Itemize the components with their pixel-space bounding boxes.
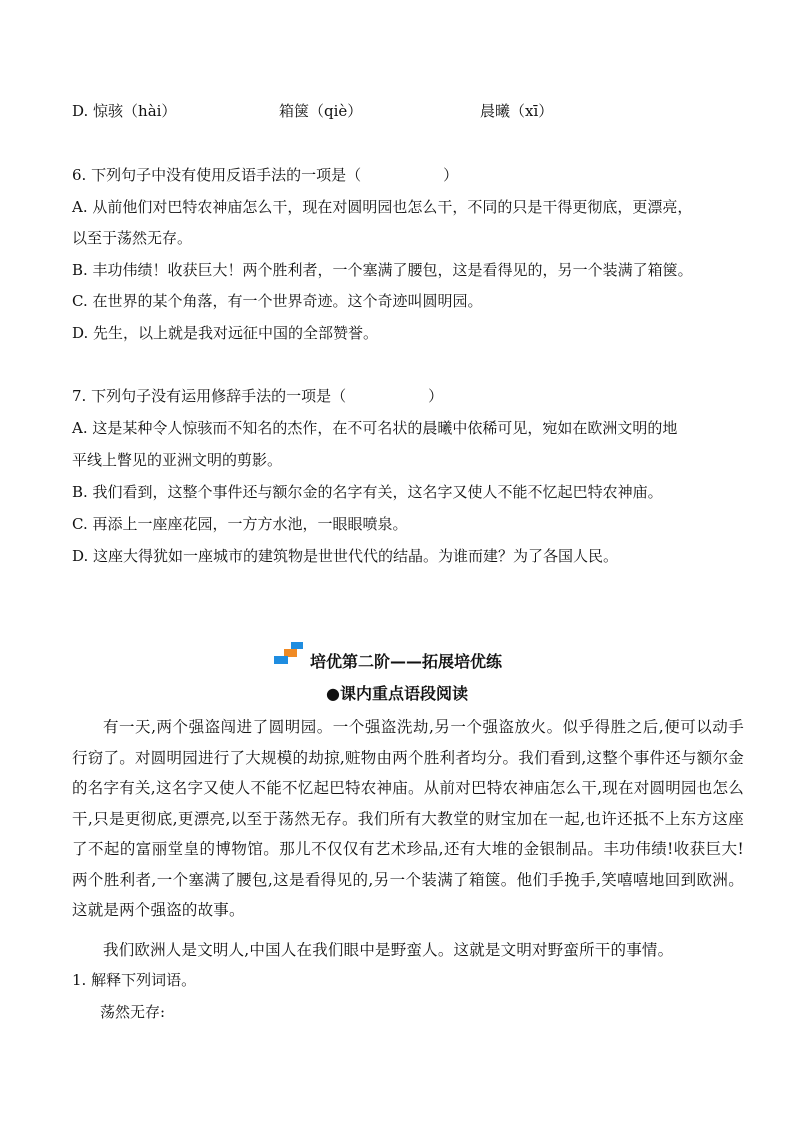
q6-option-c: C. 在世界的某个角落，有一个世界奇迹。这个奇迹叫圆明园。 [72, 292, 483, 310]
question-1-term: 荡然无存: [100, 1003, 166, 1021]
q6-stem-text: 6. 下列句子中没有使用反语手法的一项是（ [72, 166, 362, 184]
q7-option-b: B. 我们看到，这整个事件还与额尔金的名字有关，这名字又使人不能不忆起巴特农神庙。 [72, 483, 663, 501]
q6-option-b: B. 丰功伟绩！收获巨大！两个胜利者，一个塞满了腰包，这是看得见的，另一个装满了箱箧。 [72, 261, 693, 279]
question-1-stem: 1. 解释下列词语。 [72, 971, 197, 989]
q7-option-a-line2: 平线上瞥见的亚洲文明的剪影。 [72, 451, 283, 469]
section-title: 培优第二阶——拓展培优练 [310, 652, 503, 671]
q5-option-d-label: D. 惊骇（hài） [72, 102, 177, 120]
q6-stem [72, 165, 744, 185]
q6-stem-close: ） [443, 166, 459, 184]
q6-option-d: D. 先生，以上就是我对远征中国的全部赞誉。 [72, 324, 379, 342]
q7-stem [72, 386, 744, 406]
passage-paragraph-2: 我们欧洲人是文明人,中国人在我们眼中是野蛮人。这就是文明对野蛮所干的事情。 [103, 941, 674, 959]
q5-option-d-word2: 箱箧（qiè） [279, 102, 363, 120]
section-header [272, 642, 572, 670]
q5-option-d [72, 101, 712, 121]
q7-option-c: C. 再添上一座座花园，一方方水池，一眼眼喷泉。 [72, 515, 408, 533]
section-logo-icon [272, 642, 308, 668]
q7-option-a-line1: A. 这是某种令人惊骇而不知名的杰作，在不可名状的晨曦中依稀可见，宛如在欧洲文明的地 [72, 419, 678, 437]
q6-option-a-line1: A. 从前他们对巴特农神庙怎么干，现在对圆明园也怎么干，不同的只是干得更彻底，更漂亮， [72, 198, 693, 216]
q5-option-d-word3: 晨曦（xī） [480, 102, 554, 120]
q7-option-d: D. 这座大得犹如一座城市的建筑物是世世代代的结晶。为谁而建？为了各国人民。 [72, 547, 619, 565]
q7-stem-text: 7. 下列句子没有运用修辞手法的一项是（ [72, 387, 347, 405]
passage-paragraph-1: 有一天,两个强盗闯进了圆明园。一个强盗洗劫,另一个强盗放火。似乎得胜之后,便可以动手行窃了。对圆明园进行了大规模的劫掠,赃物由两个胜利者均分。我们看到,这整个事件还与额尔金的名字有关,这名字又使人不能不忆起巴特农神庙。从前对巴特农神庙怎么干,现在对圆明园也怎么干,只是更彻底,更漂亮,以至于荡然无存。我们所有大教堂的财宝加在一起,也许还抵不上东方这座了不起的富丽堂皇的博物馆。那儿不仅仅有艺术珍品,还有大堆的金银制品。丰功伟绩!收获巨大!两个胜利者,一个塞满了腰包,这是看得见的,另一个装满了箱箧。他们手挽手,笑嘻嘻地回到欧洲。这就是两个强盗的故事。 [72, 718, 744, 919]
q7-stem-close: ） [428, 387, 444, 405]
subsection-title: ●课内重点语段阅读 [326, 684, 468, 703]
q6-option-a-line2: 以至于荡然无存。 [72, 229, 193, 247]
